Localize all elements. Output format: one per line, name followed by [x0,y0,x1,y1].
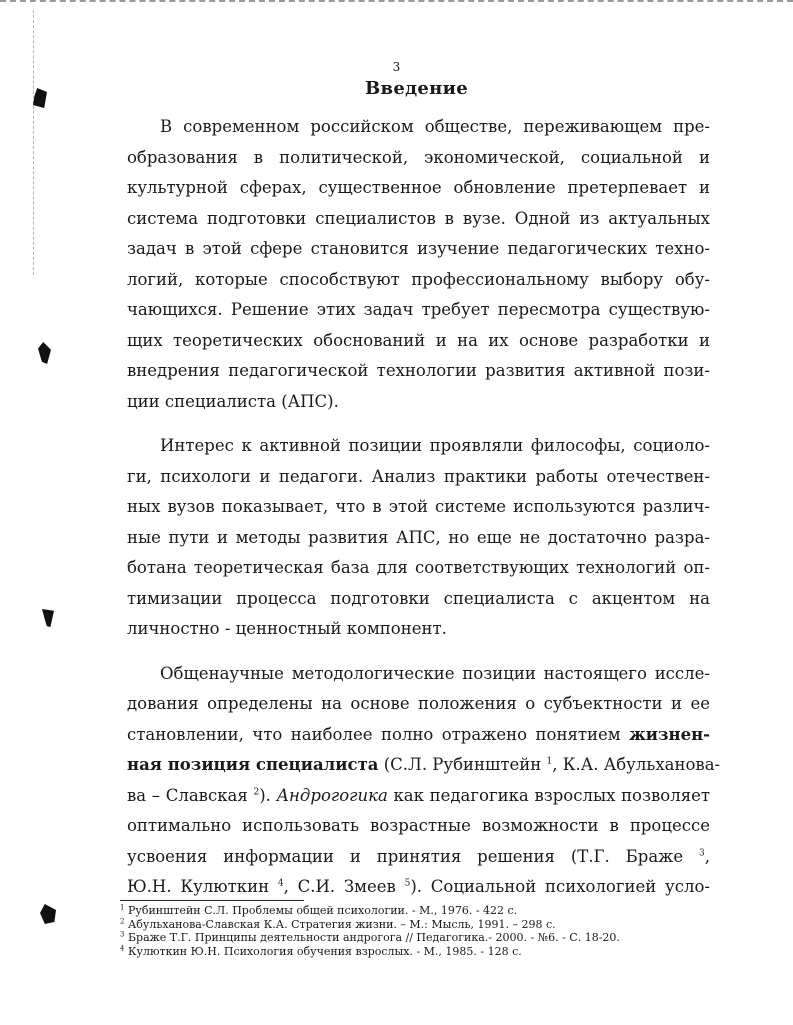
text-line: оптимально использовать возрастные возможности в процессе [127,816,710,835]
text-line: ги, психологи и педагоги. Анализ практики работы отечествен- [127,466,710,486]
footnote-number: 4 [120,943,125,952]
text-run: как педагогика взрослых позволяет [387,785,710,805]
footnote-text: Абульханова-Славская К.А. Стратегия жизни. – М.: Мысль, 1991. – 298 с. [124,917,556,931]
bold-term: ная позиция специалиста [127,755,379,774]
text-line: ные пути и методы развития АПС, но еще не достаточно разра- [127,527,710,547]
paragraph-3 [127,659,721,903]
footnote-text: Рубинштейн С.Л. Проблемы общей психологии. - М., 1976. - 422 с. [124,904,518,917]
page-number: 3 [392,60,401,74]
footnote-number: 1 [120,903,125,912]
footnote [120,904,720,918]
text-run: , [704,846,710,866]
text-run: ). Социальной психологией усло- [410,877,710,896]
italic-term: Андрогогика [276,785,388,805]
footnote-separator [120,900,304,901]
punch-hole-mark [40,904,56,924]
text-line: внедрения педагогической технологии развития активной пози- [127,361,710,380]
bold-term: жизнен- [629,724,710,744]
text-line: система подготовки специалистов в вузе. Одной из актуальных [127,208,710,228]
text-line: Интерес к активной позиции проявляли философы, социоло- [160,436,710,455]
text-line: дования определены на основе положения о субъектности и ее [127,694,710,713]
footnote-ref: 3 [699,848,705,858]
footnote-number: 3 [120,930,125,939]
text-run: усвоения информации и принятия решения (Т.Г. Браже [127,846,700,866]
text-line [127,842,710,873]
paragraph-1 [127,112,710,417]
footnote [120,931,720,945]
text-line: образования в политической, экономической, социальной и [127,147,710,167]
footnote-number: 2 [120,916,125,925]
text-line: логий, которые способствуют профессиональному выбору обу- [127,269,710,289]
footnote-ref: 4 [277,878,284,889]
page-title: Введение [365,78,468,99]
text-line: ботана теоретическая база для соответствующих технологий оп- [127,558,710,577]
text-run: ва – Славская [127,785,254,805]
text-line [127,872,710,903]
scan-top-edge [0,0,793,3]
text-run: становлении, что наиболее полно отражено понятием [127,724,630,744]
text-line: В современном российском обществе, переживающем пре- [160,117,710,136]
punch-hole-mark [42,609,54,627]
text-run: , К.А. Абульханова- [552,755,721,774]
text-line [127,750,721,781]
paragraph-2 [127,431,710,645]
footnote-ref: 2 [253,787,260,797]
text-run: Ю.Н. Кулюткин [127,877,278,896]
scan-left-edge [33,10,34,275]
footnote-text: Браже Т.Г. Принципы деятельности андрогога // Педагогика.- 2000. - №6. - С. 18-20. [124,931,620,944]
text-run: (С.Л. Рубинштейн [378,755,547,774]
text-line: чающихся. Решение этих задач требует пересмотра существую- [127,300,710,319]
footnote-ref: 5 [404,878,411,889]
text-line [127,720,710,751]
text-line: тимизации процесса подготовки специалиста с акцентом на [127,588,710,608]
footnote [120,918,720,932]
text-run: ). [259,785,277,805]
footnotes [120,904,720,958]
text-line: культурной сферах, существенное обновление претерпевает и [127,178,710,197]
text-line [127,781,710,812]
text-line: щих теоретических обоснований и на их основе разработки и [127,330,710,350]
body-text [127,112,721,903]
text-line: Общенаучные методологические позиции настоящего иссле- [160,663,710,683]
footnote [120,945,720,959]
text-line: ных вузов показывает, что в этой системе используются различ- [127,497,710,516]
punch-hole-mark [38,342,51,364]
text-line: задач в этой сфере становится изучение педагогических техно- [127,239,710,258]
text-line: ции специалиста (АПС). [127,391,339,411]
text-line: личностно - ценностный компонент. [127,619,447,638]
text-run: , С.И. Змеев [283,877,405,896]
footnote-text: Кулюткин Ю.Н. Психология обучения взрослых. - М., 1985. - 128 с. [124,944,522,958]
footnote-ref: 1 [546,756,553,767]
